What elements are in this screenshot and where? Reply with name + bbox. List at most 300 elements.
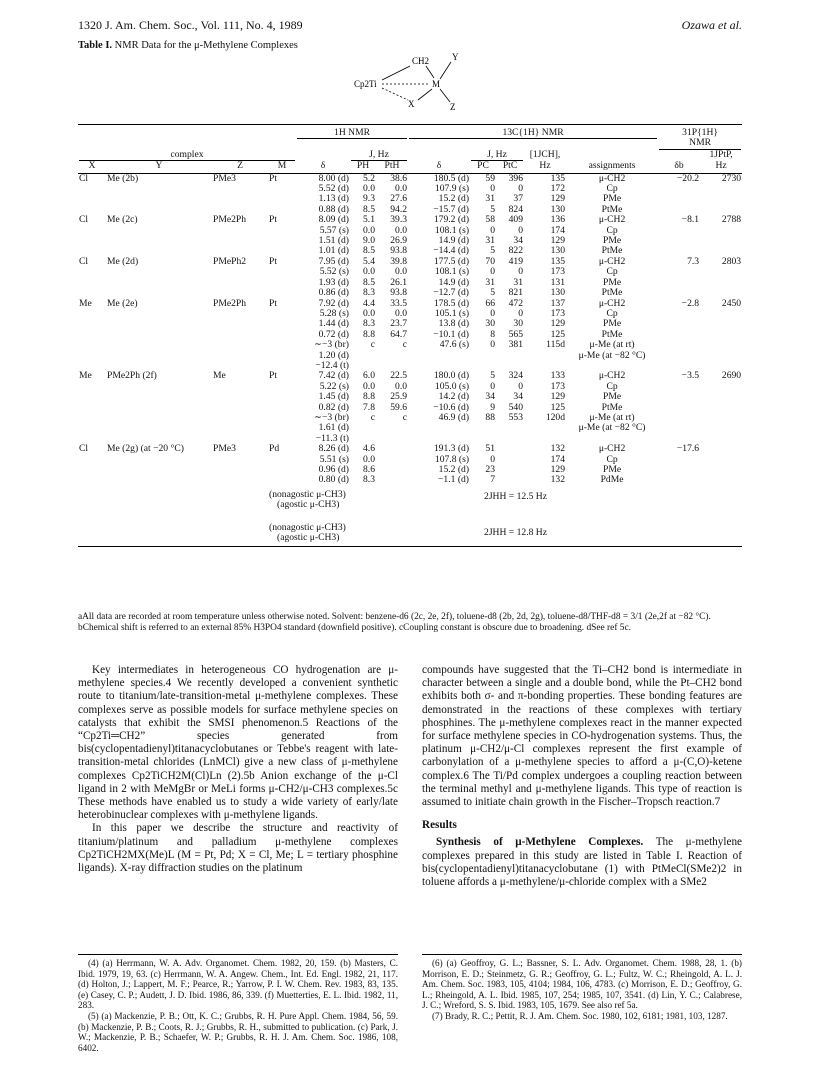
- table-cell: Cl: [79, 172, 89, 184]
- table-cell: [268, 392, 296, 402]
- table-cell: PMe: [602, 464, 622, 475]
- table-cell: 58: [485, 214, 496, 226]
- table-cell: μ-Me (at −82 °C): [578, 349, 646, 361]
- table-cell: 130: [550, 203, 566, 215]
- col-assignments: assignments: [566, 161, 658, 173]
- table-cell: 31: [485, 276, 496, 288]
- nonagostic-label: (nonagostic μ-CH3): [269, 521, 346, 533]
- table-cell: 8.09 (d): [318, 214, 349, 226]
- table-cell: [212, 340, 268, 350]
- table-cell: 8.5: [363, 245, 375, 257]
- table-cell: [106, 278, 212, 288]
- p-nmr-header-2: NMR: [659, 138, 741, 149]
- table-cell: 14.9 (d): [438, 276, 470, 288]
- table-row: [78, 215, 742, 225]
- table-cell: 8.26 (d): [318, 443, 349, 455]
- table-row: [78, 444, 742, 454]
- table-cell: Me (2b): [107, 172, 139, 184]
- table-cell: [496, 351, 524, 361]
- table-cell: [268, 340, 296, 350]
- table-cell: 2450: [721, 297, 742, 309]
- table-cell: 0: [490, 380, 496, 392]
- col-z: Z: [212, 161, 268, 173]
- table-row: [78, 340, 742, 350]
- table-cell: 2730: [721, 172, 742, 184]
- table-cell: 5.1: [363, 214, 375, 226]
- table-cell: 38.6: [390, 172, 408, 184]
- table-cell: μ-CH2: [598, 214, 626, 226]
- table-cell: 174: [550, 224, 566, 236]
- table-cell: [268, 184, 296, 194]
- table-cell: 8.5: [363, 276, 375, 288]
- table-cell: [212, 392, 268, 402]
- table-cell: 135: [550, 255, 566, 267]
- table-cell: [106, 319, 212, 329]
- table-cell: [268, 226, 296, 236]
- table-cell: [106, 309, 212, 319]
- table-cell: [78, 340, 106, 350]
- table-cell: 37: [513, 193, 524, 205]
- col-delta-c: δ: [408, 161, 470, 173]
- table-cell: [78, 403, 106, 413]
- table-cell: 131: [550, 276, 566, 288]
- table-cell: [268, 475, 296, 485]
- table-cell: 5: [490, 370, 496, 382]
- table-row: [78, 226, 742, 236]
- table-cell: 1.45 (d): [318, 391, 349, 403]
- table-cell: [212, 455, 268, 465]
- synthesis-heading: Synthesis of μ-Methylene Complexes.: [436, 836, 644, 849]
- table-cell: 173: [550, 266, 566, 278]
- table-cell: 129: [550, 391, 566, 403]
- table-cell: [658, 278, 700, 288]
- table-cell: PMe3: [213, 172, 236, 184]
- table-cell: [700, 465, 742, 475]
- table-cell: 822: [508, 245, 524, 257]
- table-cell: 120d: [545, 411, 566, 423]
- table-cell: 88: [485, 411, 496, 423]
- table-cell: [268, 267, 296, 277]
- table-cell: 5.28 (s): [319, 307, 349, 319]
- table-cell: 46.9 (d): [438, 411, 470, 423]
- nonagostic-label: (nonagostic μ-CH3): [269, 488, 346, 500]
- table-cell: [700, 330, 742, 340]
- table-cell: 22.5: [390, 370, 408, 382]
- table-row: [78, 371, 742, 381]
- table-cell: [658, 319, 700, 329]
- table-cell: 5: [490, 245, 496, 257]
- table-cell: [700, 340, 742, 350]
- table-cell: [268, 236, 296, 246]
- table-cell: Cp: [606, 453, 618, 465]
- table-row: [78, 246, 742, 256]
- table-cell: Pt: [269, 214, 278, 226]
- right-paragraph-1: compounds have suggested that the Ti–CH2 bond is intermediate in character between a single and a double bond, while the Pt–CH2 bond exhibits both σ- and π-bonding properties. These bonding features are demonstrated in the reactions of these complexes with tertiary phosphines. The μ-methylene complexes react in the manner expected for surface methylene species in CO-hydrogenation systems. Thus, the platinum μ-CH2/μ-Cl complexes represent the first example of carbonylation of a μ-methylene species to afford a μ-(C,O)-ketene complex.6 The Ti/Pd complex undergoes a coupling reaction between the terminal methyl and μ-methylene ligands. This type of reaction is assumed to initiate chain growth in the Fischer–Tropsch reaction.7: [422, 664, 742, 809]
- table-cell: 31: [485, 235, 496, 247]
- structure-diagram: [352, 52, 482, 116]
- nmr-table: [78, 124, 742, 547]
- table-cell: [700, 351, 742, 361]
- table-cell: 105.1 (s): [434, 307, 470, 319]
- table-cell: 174: [550, 453, 566, 465]
- table-cell: 0.96 (d): [318, 464, 349, 475]
- table-cell: PMe: [602, 193, 622, 205]
- table-cell: 0: [518, 380, 524, 392]
- table-cell: [212, 194, 268, 204]
- table-row: [78, 465, 742, 475]
- table-cell: [700, 403, 742, 413]
- table-cell: PtMe: [601, 401, 623, 413]
- table-cell: [376, 465, 408, 475]
- table-cell: Pt: [269, 370, 278, 382]
- table-cell: [700, 309, 742, 319]
- right-column: [422, 664, 742, 889]
- table-cell: 8.6: [363, 464, 375, 475]
- table-cell: 8.00 (d): [318, 172, 349, 184]
- table-row: [78, 236, 742, 246]
- table-cell: Cp: [606, 224, 618, 236]
- table-row: [78, 475, 742, 485]
- table-cell: [268, 288, 296, 298]
- table-row: [78, 361, 742, 371]
- table-cell: [376, 351, 408, 361]
- table-cell: [268, 309, 296, 319]
- table-row: [78, 330, 742, 340]
- table-cell: [212, 475, 268, 485]
- table-cell: [212, 413, 268, 423]
- struct-cp2ti: Cp2Ti: [354, 79, 377, 89]
- table-cell: 5: [490, 203, 496, 215]
- table-cell: PtMe: [601, 328, 623, 340]
- table-cell: [78, 382, 106, 392]
- table-cell: Me (2d): [107, 255, 139, 267]
- table-cell: [78, 392, 106, 402]
- table-cell: [106, 413, 212, 423]
- table-cell: [470, 351, 496, 361]
- table-cell: [658, 340, 700, 350]
- table-cell: [408, 351, 470, 361]
- results-heading: Results: [422, 819, 457, 832]
- table-cell: [106, 226, 212, 236]
- table-cell: 0: [518, 307, 524, 319]
- col-ph: PH: [350, 161, 376, 173]
- table-cell: [496, 455, 524, 465]
- table-cell: 8.3: [363, 318, 375, 330]
- synthesis-paragraph: [422, 836, 742, 889]
- table-cell: 0: [518, 266, 524, 278]
- table-cell: 1.20 (d): [318, 349, 349, 361]
- table-cell: [658, 455, 700, 465]
- table-cell: 26.9: [390, 235, 408, 247]
- table-cell: μ-Me (at rt): [589, 339, 635, 351]
- table-cell: 396: [508, 172, 524, 184]
- table-row: [78, 319, 742, 329]
- left-paragraph-2: In this paper we describe the structure and reactivity of titanium/platinum and palladium μ-methylene complexes Cp2TiCH2MX(Me)L (M = Pt, Pd; X = Cl, Me; L = tertiary phosphine ligands). X-ray diffraction studies on the platinum: [78, 822, 398, 875]
- table-cell: 39.8: [390, 255, 408, 267]
- table-cell: 33.5: [390, 297, 408, 309]
- table-cell: [268, 278, 296, 288]
- table-cell: 824: [508, 203, 524, 215]
- table-cell: 59.6: [390, 401, 408, 413]
- table-cell: μ-CH2: [598, 443, 626, 455]
- table-cell: [212, 351, 268, 361]
- coupling-note: 2JHH = 12.5 Hz: [484, 490, 547, 502]
- table-cell: PMe2Ph: [213, 297, 247, 309]
- table-cell: 15.2 (d): [438, 464, 470, 475]
- table-cell: 14.9 (d): [438, 235, 470, 247]
- table-row: [78, 194, 742, 204]
- table-cell: −17.6: [676, 443, 700, 455]
- table-cell: 8.5: [363, 203, 375, 215]
- table-cell: [524, 351, 566, 361]
- table-cell: [78, 455, 106, 465]
- table-cell: 7.3: [687, 255, 700, 267]
- table-row: [78, 455, 742, 465]
- table-note-row: [78, 511, 742, 547]
- table-cell: 0.0: [363, 266, 375, 278]
- nmr-table-wrap: [78, 124, 742, 547]
- table-cell: [700, 236, 742, 246]
- coupling-note: 2JHH = 12.8 Hz: [470, 511, 742, 547]
- agostic-label: (agostic μ-CH3): [277, 499, 340, 511]
- col-ptc: PtC: [496, 161, 524, 173]
- col-delta-h: δ: [296, 161, 350, 173]
- table-cell: [106, 455, 212, 465]
- table-cell: [658, 423, 700, 433]
- table-cell: [658, 465, 700, 475]
- p-nmr-header-1: 31P{1H}: [682, 127, 719, 138]
- table-cell: [700, 184, 742, 194]
- table-cell: 6.0: [363, 370, 375, 382]
- table-cell: c: [402, 411, 408, 423]
- table-cell: 5.57 (s): [319, 224, 349, 236]
- table-cell: PMe: [602, 391, 622, 403]
- table-cell: −10.1 (d): [433, 328, 470, 340]
- struct-y: Y: [452, 52, 459, 62]
- table-cell: 25.9: [390, 391, 408, 403]
- table-cell: c: [370, 339, 375, 351]
- table-cell: 0: [490, 453, 496, 465]
- j-hz-c-header: J, Hz: [471, 150, 523, 161]
- table-cell: 1.93 (d): [318, 276, 349, 288]
- table-row: [78, 278, 742, 288]
- table-cell: 173: [550, 380, 566, 392]
- table-cell: 0: [490, 339, 496, 351]
- table-row: [78, 309, 742, 319]
- table-cell: Cp: [606, 380, 618, 392]
- table-cell: 23: [485, 464, 496, 475]
- table-cell: 93.8: [390, 245, 408, 257]
- table-cell: [212, 423, 268, 433]
- table-row: [78, 423, 742, 433]
- table-cell: 137: [550, 297, 566, 309]
- table-cell: 7.95 (d): [318, 255, 349, 267]
- table-cell: [658, 226, 700, 236]
- table-cell: [78, 351, 106, 361]
- table-cell: Cl: [79, 214, 89, 226]
- table-cell: Me: [213, 370, 226, 382]
- author-line: Ozawa et al.: [681, 18, 742, 32]
- table-cell: [700, 455, 742, 465]
- table-cell: [78, 475, 106, 485]
- table-cell: 130: [550, 287, 566, 299]
- table-cell: 0: [518, 224, 524, 236]
- struct-z: Z: [450, 102, 456, 112]
- jch-header: [1JCH],: [529, 148, 561, 160]
- reference-6: (6) (a) Geoffroy, G. L.; Bassner, S. L. Adv. Organomet. Chem. 1988, 28, 1. (b) Morrison, E. D.; Steinmetz, G. R.; Geoffroy, G. L.; Fultz, W. C.; Rheingold, A. L. J. Am. Chem. Soc. 1983, 105, 4104; 1984, 106, 4783. (c) Morrison, E. D.; Geoffroy, G. L.; Rheingold, A. L. Ibid. 1985, 107, 254; 1985, 107, 3541. (d) Lin, Y. C.; Calabrese, J. C.; Wreford, S. S. Ibid. 1983, 105, 1679. See also ref 5a.: [422, 958, 742, 1011]
- table-cell: [268, 423, 296, 433]
- table-cell: Cp: [606, 183, 618, 195]
- table-cell: 8.8: [363, 391, 375, 403]
- col-delta-p: δb: [658, 161, 700, 173]
- table-cell: 34: [485, 391, 496, 403]
- table-cell: [78, 465, 106, 475]
- col-hz: Hz: [524, 161, 566, 173]
- table-cell: [658, 309, 700, 319]
- table-row: [78, 288, 742, 298]
- table-cell: 0.72 (d): [318, 328, 349, 340]
- table-cell: [658, 403, 700, 413]
- table-cell: −12.4 (t): [315, 359, 349, 371]
- table-cell: 0.0: [363, 380, 375, 392]
- table-cell: 7.42 (d): [318, 370, 349, 382]
- table-cell: 180.5 (d): [433, 172, 470, 184]
- table-cell: 0.0: [363, 453, 375, 465]
- table-cell: [658, 288, 700, 298]
- table-cell: [212, 278, 268, 288]
- table-cell: 0: [490, 307, 496, 319]
- table-cell: PMe2Ph (2f): [107, 370, 157, 382]
- table-cell: 0: [490, 183, 496, 195]
- col-pc: PC: [470, 161, 496, 173]
- table-cell: 0.0: [363, 224, 375, 236]
- table-cell: [376, 444, 408, 454]
- table-cell: 180.0 (d): [433, 370, 470, 382]
- table-cell: [106, 194, 212, 204]
- table-cell: [212, 267, 268, 277]
- table-cell: 8: [490, 328, 496, 340]
- table-cell: 540: [508, 401, 524, 413]
- table-cell: 4.6: [363, 443, 375, 455]
- table-cell: [658, 475, 700, 485]
- table-cell: −8.1: [681, 214, 700, 226]
- table-cell: [78, 236, 106, 246]
- table-cell: [376, 434, 408, 444]
- left-paragraph-1: Key intermediates in heterogeneous CO hydrogenation are μ-methylene species.4 We recently developed a convenient synthetic route to titanium/late-transition-metal μ-methylene complexes. These complexes serve as possible models for surface methylene species on catalysts that exhibit the SMSI phenomenon.5 Reactions of the “Cp2Ti═CH2” species generated from bis(cyclopentadienyl)titanacyclobutanes or Tebbe's reagent with late-transition-metal chlorides (LnMCl) give a new class of μ-methylene complexes Cp2TiCH2M(Cl)Ln (2).5b Anion exchange of the μ-Cl ligand in 2 with MeMgBr or MeLi forms μ-CH2/μ-CH3 complexes.5c These methods have enabled us to study a wide variety of early/late heterobinuclear complexes with μ-methylene ligands.: [78, 664, 398, 822]
- table-cell: [212, 309, 268, 319]
- table-row: [78, 205, 742, 215]
- agostic-label: (agostic μ-CH3): [277, 532, 340, 544]
- table-footnote: aAll data are recorded at room temperature unless otherwise noted. Solvent: benzene-d6 (2c, 2e, 2f), toluene-d8 (2b, 2d, 2g), toluene-d8/THF-d8 = 3/1 (2e,2f at −82 °C). bChemical shift is referred to an external 85% H3PO4 standard (downfield positive). cCoupling constant is obscure due to broadening. dSee ref 5c.: [78, 612, 711, 633]
- table-cell: 115d: [546, 339, 566, 351]
- table-cell: 31: [485, 193, 496, 205]
- table-cell: [700, 413, 742, 423]
- table-caption: NMR Data for the μ-Methylene Complexes: [114, 40, 298, 51]
- table-cell: [106, 340, 212, 350]
- table-cell: 133: [550, 370, 566, 382]
- bond-m-y: [440, 62, 451, 79]
- table-cell: 0.0: [395, 307, 408, 319]
- struct-x: X: [408, 99, 415, 109]
- table-cell: [78, 194, 106, 204]
- table-cell: 108.1 (s): [434, 224, 470, 236]
- table-cell: Me: [79, 297, 92, 309]
- table-cell: 821: [508, 287, 524, 299]
- table-cell: 125: [550, 401, 566, 413]
- table-cell: −11.3 (t): [315, 432, 349, 444]
- table-cell: c: [370, 411, 375, 423]
- table-cell: [212, 319, 268, 329]
- table-cell: [106, 184, 212, 194]
- table-cell: Cl: [79, 443, 89, 455]
- jptp-header: 1JPtP,: [709, 148, 733, 160]
- table-cell: [106, 288, 212, 298]
- table-cell: [700, 444, 742, 454]
- table-cell: 2803: [721, 255, 742, 267]
- table-cell: 419: [508, 255, 524, 267]
- table-cell: Pd: [269, 443, 280, 455]
- table-cell: [700, 392, 742, 402]
- table-cell: 9.0: [363, 235, 375, 247]
- j-hz-header: J, Hz: [351, 150, 407, 161]
- table-cell: [268, 194, 296, 204]
- table-cell: [78, 423, 106, 433]
- table-cell: [78, 278, 106, 288]
- table-cell: −20.2: [676, 172, 700, 184]
- table-cell: 30: [485, 318, 496, 330]
- table-cell: 93.8: [390, 287, 408, 299]
- table-cell: 59: [485, 172, 496, 184]
- table-cell: [106, 351, 212, 361]
- table-cell: 107.8 (s): [434, 453, 470, 465]
- table-cell: [496, 444, 524, 454]
- table-cell: [268, 403, 296, 413]
- col-y: Y: [106, 161, 212, 173]
- table-cell: [268, 455, 296, 465]
- table-cell: [78, 288, 106, 298]
- table-cell: [212, 465, 268, 475]
- struct-ch2: CH2: [412, 56, 430, 66]
- table-cell: [700, 423, 742, 433]
- table-cell: [496, 465, 524, 475]
- table-cell: [268, 413, 296, 423]
- table-cell: 94.2: [390, 203, 408, 215]
- table-cell: [496, 434, 524, 444]
- table-cell: [106, 403, 212, 413]
- table-cell: ∼−3 (br): [313, 339, 349, 351]
- table-row: [78, 257, 742, 267]
- table-cell: 1.51 (d): [318, 235, 349, 247]
- table-cell: [106, 423, 212, 433]
- table-cell: [408, 423, 470, 433]
- table-cell: [212, 184, 268, 194]
- agostic-note: [268, 486, 470, 511]
- table-cell: 0.80 (d): [318, 474, 349, 486]
- table-cell: PMe3: [213, 443, 236, 455]
- table-cell: 130: [550, 245, 566, 257]
- table-cell: 27.6: [390, 193, 408, 205]
- references-left: [78, 954, 398, 1053]
- table-row: [78, 351, 742, 361]
- table-cell: 13.8 (d): [438, 318, 470, 330]
- table-cell: [700, 382, 742, 392]
- table-cell: 191.3 (d): [433, 443, 470, 455]
- col-pth: PtH: [376, 161, 408, 173]
- table-row: [78, 382, 742, 392]
- table-cell: [106, 267, 212, 277]
- table-cell: 0.0: [395, 380, 408, 392]
- page-journal-line: 1320 J. Am. Chem. Soc., Vol. 111, No. 4, 1989: [78, 18, 303, 32]
